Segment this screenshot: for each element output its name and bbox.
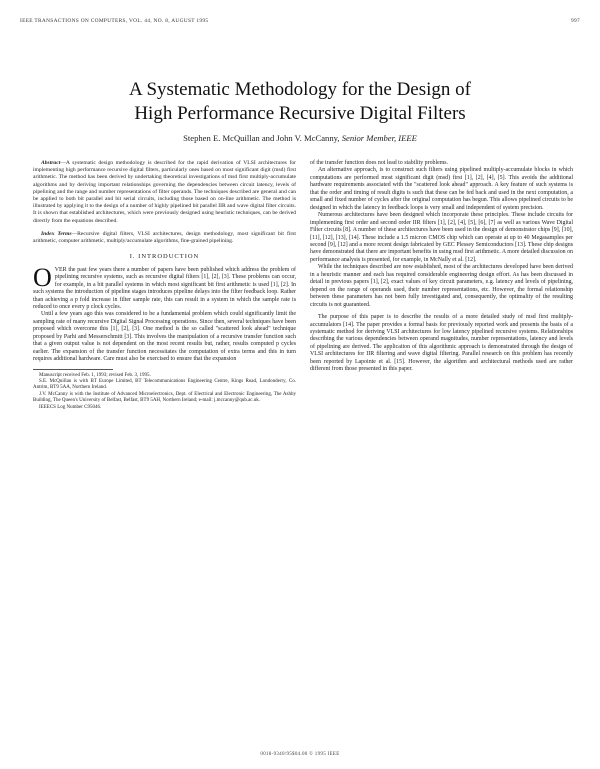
footnote-author-2: J.V. McCanny is with the Institute of Advanced Microelectronics, Dept. of Electrical and Electronic Engineering, The Ashby Building, The Queen's University of Belfast, Belfast, BT9 5AH, Northern Ireland; e-mail: j.mccanny@qub.ac.uk. <box>33 391 296 404</box>
author-membership: Senior Member, IEEE <box>341 133 417 143</box>
index-terms-label: Index Terms <box>41 230 72 237</box>
paper-title <box>40 78 560 126</box>
right-paragraph-4: The purpose of this paper is to describe the results of a more detailed study of msd first multiply-accumulators [14]. The paper provides a formal basis for previously reported work and presents the basis of a systematic method for deriving VLSI architectures for low latency pipelined recursive systems. Relationships describing the various dependencies between operand magnitudes, number representations, latency and levels of pipelining are derived. The application of this algorithmic approach is demonstrated through the design of VLSI architectures for IIR filtering and wave digital filtering. Parallel research on this problem has recently been reported by Lapointe et al. [15]. However, the algorithm and architectural methods used are rather different from those presented in this paper. <box>310 314 573 373</box>
intro-paragraph-2: Until a few years ago this was considered to be a fundamental problem which could significantly limit the sampling rate of many recursive Digital Signal Processing operations. Since then, several techniques have been proposed which overcome this [1], [2], [3]. One method is the so called "scattered look ahead" technique proposed by Parhi and Messerschmitt [3]. This involves the manipulation of a recursive transfer function such that a given output value is not dependent on the most recent results but, rather, results computed p cycles earlier. The expansion of the transfer function necessitates the computation of extra terms and this in turn requires additional hardware. Care must also be exercised to ensure that the expansion <box>33 311 296 363</box>
index-terms-text: —Recursive digital filters, VLSI architectures, design methodology, most significant bit first arithmetic, computer arithmetic, multiply/accumulate algorithms, fine-grained pipelining. <box>33 230 296 245</box>
abstract-text: —A systematic design methodology is described for the rapid derivation of VLSI architectures for implementing high performance recursive digital filters, particularly ones based on most significant digit (msd) first arithmetic. The method has been derived by undertaking theoretical investigations of msd first multiply-accumulate algorithms and by deriving important relationships governing the dependencies between circuit latency, levels of pipelining and the range and number representations of filter operands. The techniques described are general and can be applied to both bit parallel and bit serial circuits, including those based on on-line arithmetic. The method is illustrated by applying it to the design of a number of highly pipelined bit parallel IIR and wave digital filter circuits. It is shown that established architectures, which were previously designed using heuristic techniques, can be derived directly from the equations described. <box>33 160 296 224</box>
author-names: Stephen E. McQuillan and John V. McCanny, <box>183 133 340 143</box>
footnote-rule <box>33 369 113 370</box>
title-line-1: A Systematic Methodology for the Design of <box>129 79 471 100</box>
running-header <box>20 18 580 24</box>
title-line-2: High Performance Recursive Digital Filters <box>134 103 466 124</box>
index-terms <box>33 231 296 245</box>
footnote-log-number: IEEECS Log Number C95046. <box>39 404 102 410</box>
page-number: 997 <box>571 18 580 24</box>
intro-paragraph-1-text: VER the past few years there a number of papers have been published which address the problem of pipelining recursive systems, such as recursive digital filters [1], [2], [3]. These problems can occur, for example, in a bit parallel systems in which most significant bit first arithmetic is used [1], [2]. In such systems the introduction of pipeline stages introduces pipeline delays into the filter feedback loop. Rather than achieving a p fold increase in filter sample rate, this can result in a system in which the sample rate is reduced to once every p clock cycles. <box>33 266 296 310</box>
right-column <box>310 160 573 374</box>
author-line <box>40 133 560 143</box>
footnote-received: Manuscript received Feb. 1, 1993; revised Feb. 3, 1995. <box>39 372 151 378</box>
footnotes <box>33 373 296 411</box>
abstract <box>33 160 296 225</box>
right-paragraph-1: An alternative approach, is to construct such filters using pipelined multiply-accumulate blocks in which computations are performed most significant digit (msd) first [1], [2], [4], [5]. This avoids the additional hardware requirements associated with the "scattered look ahead" approach. A key feature of such systems is that the order and timing of result digits is such that these can be fed back and used in the next computation, a small and fixed number of cycles after the original computation has begun. This allows pipelined circuits to be designed in which the latency in feedback loops is very small and independent of system precision. <box>310 167 573 211</box>
left-column <box>33 160 296 411</box>
right-paragraph-0: of the transfer function does not lead to stability problems. <box>310 160 449 166</box>
drop-cap: O <box>33 262 52 292</box>
right-paragraph-2: Numerous architectures have been designed which incorporate these principles. These include circuits for implementing first order and second order IIR filters [1], [2], [4], [5], [6], [7] as well as various Wave Digital Filter circuits [8]. A number of these architectures have been used in the design of demonstrator chips [9], [10], [11], [12], [13], [14]. These include a 1.5 micron CMOS chip which can operate at up to 40 Megasamples per second [9], [12] and a more recent design fabricated by GEC Plessey Semiconductors [13]. These chip designs have demonstrated that there are important benefits in using msd first arithmetic. A more detailed discussion on performance analysis is presented, for example, in McNally et al. [12]. <box>310 212 573 263</box>
abstract-label: Abstract <box>41 160 61 166</box>
intro-paragraph-1 <box>33 262 296 312</box>
journal-citation: IEEE TRANSACTIONS ON COMPUTERS, VOL. 44, NO. 8, AUGUST 1995 <box>20 18 209 24</box>
right-paragraph-3: While the techniques described are now established, most of the architectures developed have been derived in a heuristic manner and each has required considerable engineering design effort. As has been discussed in detail in previous papers [1], [2], exact values of key circuit parameters, e.g. latency and levels of pipelining, depend on the range of operands used, their number representations, etc. However, the formal relationship between these parameters has not been fully investigated and, consequently, the optimality of the resulting circuits is not guaranteed. <box>310 264 573 308</box>
section-heading: I. INTRODUCTION <box>129 253 200 261</box>
footnote-author-1: S.E. McQuillan is with BT Europe Limited, BT Telecommunications Engineering Centre, Kings Road, Londonderry, Co. Antrim, BT9 5AA, Northern Ireland. <box>33 378 296 391</box>
copyright-id: 0018-9340/95$04.00 © 1995 IEEE <box>260 752 340 757</box>
